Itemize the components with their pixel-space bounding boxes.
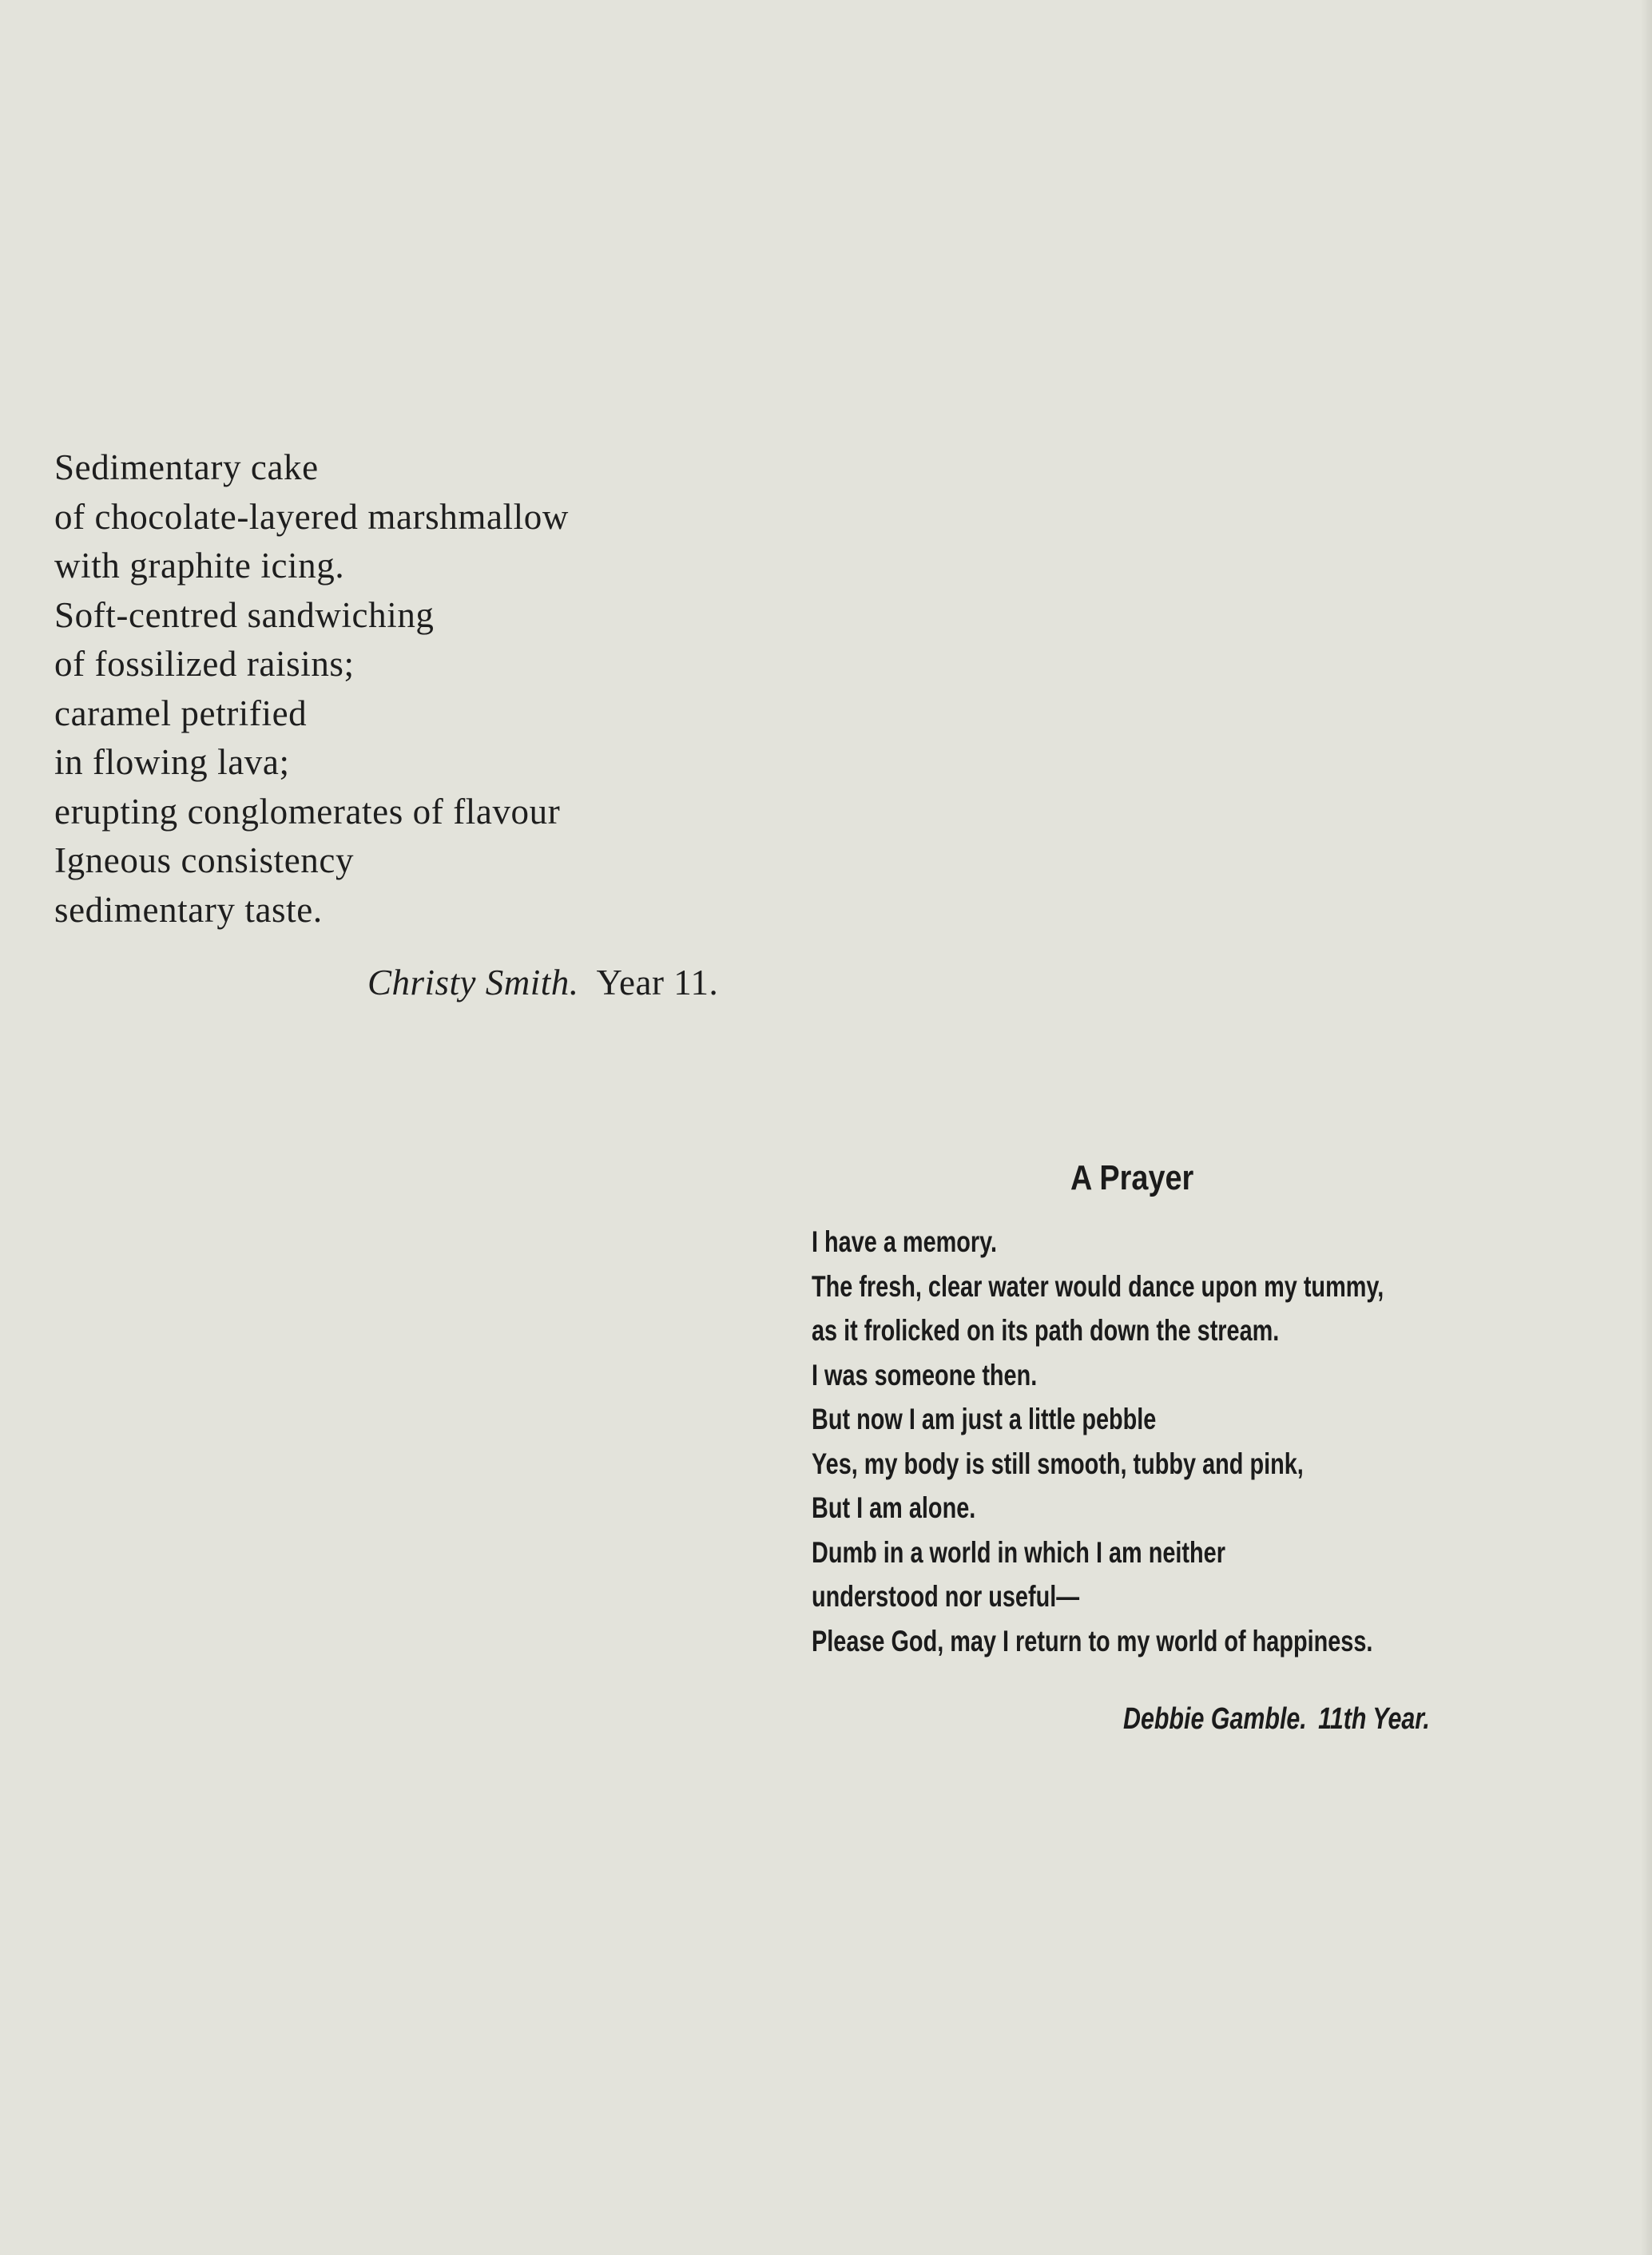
- poem-line: in flowing lava;: [54, 742, 290, 782]
- poem-line: Igneous consistency: [54, 840, 355, 880]
- poem-line: of chocolate-layered marshmallow: [54, 496, 569, 537]
- poem-attribution: [367, 962, 718, 1003]
- poem-line: with graphite icing.: [54, 546, 345, 586]
- poem-line: understood nor useful—: [812, 1580, 1080, 1613]
- poem-title: A Prayer: [1070, 1158, 1194, 1197]
- page-edge-shadow: [1641, 0, 1652, 2255]
- author-year: Year 11.: [596, 963, 719, 1002]
- poem-line: erupting conglomerates of flavour: [54, 791, 561, 832]
- poem-line: I was someone then.: [812, 1358, 1038, 1392]
- poem-line: caramel petrified: [54, 693, 308, 733]
- poem-line: I have a memory.: [812, 1225, 998, 1258]
- poem-line: as it frolicked on its path down the stream.: [812, 1314, 1280, 1347]
- poem-line: sedimentary taste.: [54, 889, 323, 930]
- poem-line: Please God, may I return to my world of happiness.: [812, 1624, 1373, 1658]
- poem-line: But I am alone.: [812, 1491, 976, 1524]
- poem-line: Sedimentary cake: [54, 447, 319, 487]
- author-year: 11th Year.: [1318, 1702, 1430, 1736]
- poem-line: The fresh, clear water would dance upon my tummy,: [812, 1269, 1384, 1303]
- author-name: Debbie Gamble.: [1123, 1702, 1307, 1736]
- author-name: Christy Smith.: [367, 963, 579, 1002]
- poem-a-prayer: [812, 1220, 1384, 1663]
- poem-line: But now I am just a little pebble: [812, 1403, 1157, 1435]
- poem-sedimentary-cake: [54, 443, 773, 935]
- poem-line: Dumb in a world in which I am neither: [812, 1535, 1225, 1569]
- poem-line: of fossilized raisins;: [54, 644, 355, 684]
- poem-line: Yes, my body is still smooth, tubby and pink,: [812, 1447, 1304, 1480]
- poem-line: Soft-centred sandwiching: [54, 594, 435, 635]
- poem-attribution: [1123, 1702, 1430, 1737]
